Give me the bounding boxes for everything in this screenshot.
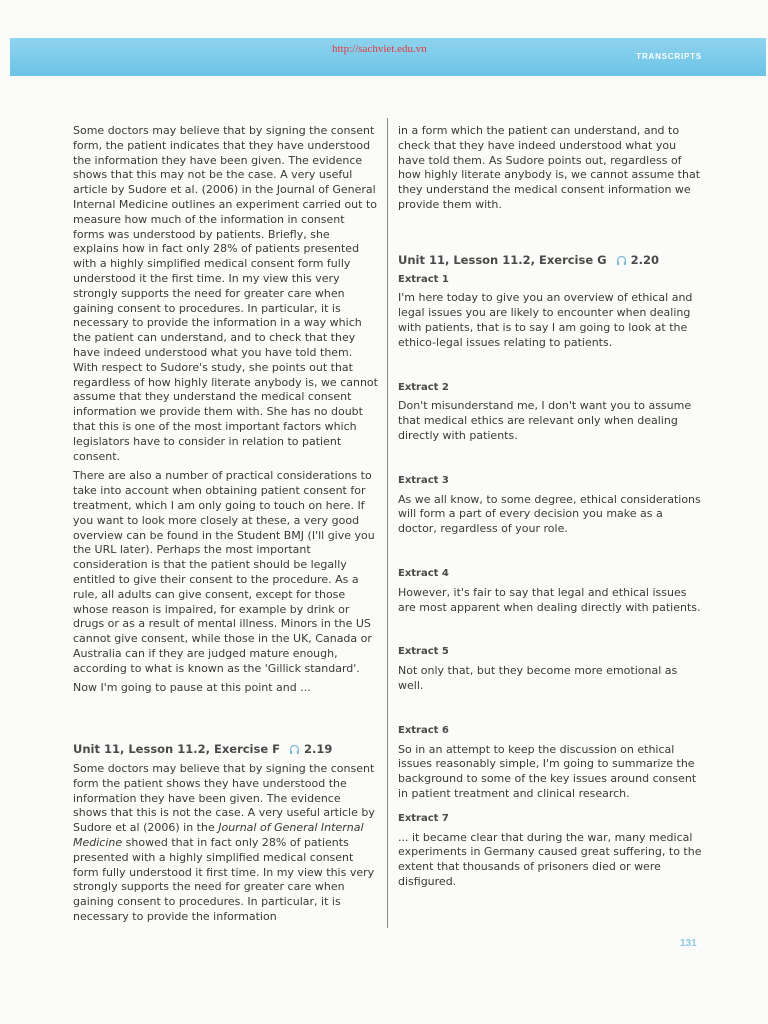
exercise-f-track: 2.19 [304,742,333,757]
column-divider [387,118,388,928]
exercise-g-track: 2.20 [630,252,659,267]
extract-text: I'm here today to give you an overview of ethical and legal issues you are likely to encounter when dealing with patients, that is to say I am going to look at the ethico-legal issues relating to patients. [398,291,693,349]
section-title: TRANSCRIPTS [636,52,702,61]
extract-title: Extract 2 [398,381,449,393]
right-column [398,124,704,895]
extract-title: Extract 5 [398,646,449,658]
source-url[interactable]: http://sachviet.edu.vn [332,43,427,55]
page-number: 131 [680,938,697,949]
header-banner [10,38,766,76]
exercise-g-title: Unit 11, Lesson 11.2, Exercise G [398,252,607,267]
headphones-icon [289,744,300,759]
extract-title: Extract 3 [398,474,449,486]
transcript-paragraph: Some doctors may believe that by signing the consent form, the patient indicates that they have understood the information they have been given. The evidence shows that this may not be the case. A very useful article by Sudore et al. (2006) in the Journal of General Internal Medicine outlines an experiment carried out to measure how much of the information in consent forms was understood by patients. Briefly, she explains how in fact only 28% of patients presented with a highly simplified medical consent form fully understood it the first time. In my view this very strongly supports the need for greater care when gaining consent to procedures. In particular, it is necessary to provide the information in a way which the patient can understand, and to check that they have indeed understood what you have told them. With respect to Sudore's study, she points out that regardless of how highly literate anybody is, we cannot assume that they understand the medical consent information we provide them with. She has no doubt that this is one of the most important factors which legislators have to consider in relation to patient consent. [73,124,378,463]
extract-text: Not only that, but they become more emotional as well. [398,664,678,692]
exercise-f-text-b: showed that in fact only 28% of patients presented with a highly simplified medical consent form fully understood it first time. In my view this very strongly supports the need for greater care when gaining consent to procedures. In particular, it is necessary to provide the information [73,836,375,924]
extract-title: Extract 6 [398,724,449,736]
exercise-g-heading [398,253,704,270]
transcript-paragraph: There are also a number of practical considerations to take into account when obtaining patient consent for treatment, which I am only going to touch on here. If you want to look more closely at these, a very good overview can be found in the Student BMJ (I'll give you the URL later). Perhaps the most important consideration is that the patient should be legally entitled to give their consent to the procedure. As a rule, all adults can give consent, except for those whose reason is impaired, for example by drink or drugs or as a result of mental illness. Minors in the US cannot give consent, while those in the UK, Canada or Australia can if they are judged mature enough, according to what is known as the 'Gillick standard'. [73,469,375,675]
extract-title: Extract 1 [398,273,449,285]
extract-text: However, it's fair to say that legal and ethical issues are most apparent when dealing directly with patients. [398,585,701,614]
transcript-paragraph: Now I'm going to pause at this point and ... [73,681,311,695]
journal-title: Journal of General Internal Medicine [73,821,364,850]
exercise-f-title: Unit 11, Lesson 11.2, Exercise F [73,742,281,757]
left-column [73,124,378,930]
headphones-icon [616,255,627,270]
extract-text: So in an attempt to keep the discussion on ethical issues reasonably simple, I'm going to summarize the background to some of the key issues around consent in patient treatment and clinical research. [398,742,697,800]
exercise-f-text [73,762,378,925]
extract-text: As we all know, to some degree, ethical considerations will form a part of every decision you make as a doctor, regardless of your role. [398,492,701,536]
exercise-f-text-a: Some doctors may believe that by signing the consent form the patient shows they have understood the information they have been given. The evidence shows that this is not the case. A very useful article by Sudore et al (2006) in the [73,762,375,835]
extract-title: Extract 4 [398,567,449,579]
extract-title: Extract 7 [398,812,449,824]
extract-text: Don't misunderstand me, I don't want you to assume that medical ethics are relevant only when dealing directly with patients. [398,399,692,442]
extract-text: ... it became clear that during the war, many medical experiments in Germany caused great suffering, to the extent that thousands of prisoners died or were disfigured. [398,830,702,888]
exercise-f-heading [73,742,378,759]
transcript-continuation: in a form which the patient can understand, and to check that they have indeed understood what you have told them. As Sudore points out, regardless of how highly literate anybody is, we cannot assume that they understand the medical consent information we provide them with. [398,124,701,211]
